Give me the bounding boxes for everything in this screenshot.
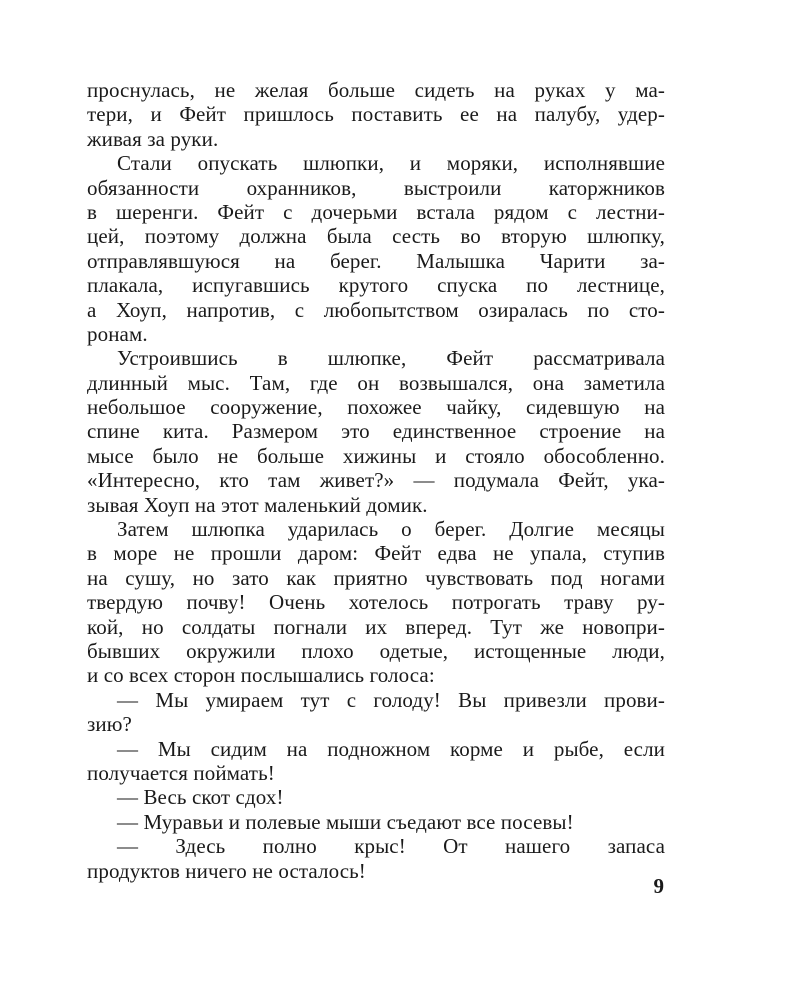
text-line: отправлявшуюся на берег. Малышка Чарити за- [87, 248, 665, 273]
text-line: и со всех сторон послышались голоса: [87, 663, 435, 688]
text-line: зывая Хоуп на этот маленький домик. [87, 492, 428, 517]
text-line: ронам. [87, 321, 148, 346]
text-line: проснулась, не желая больше сидеть на руках у ма- [87, 78, 665, 102]
text-line: цей, поэтому должна была сесть во вторую шлюпку, [87, 224, 665, 249]
paragraph-first-line: Устроившись в шлюпке, Фейт рассматривала [117, 346, 665, 371]
dialogue-line: — Мы сидим на подножном корме и рыбе, если [117, 736, 665, 761]
text-line: бывших окружили плохо одетые, истощенные люди, [87, 638, 665, 663]
text-line: в море не прошли даром: Фейт едва не упала, ступив [87, 541, 665, 566]
body-text [87, 78, 665, 883]
text-line: мысе было не больше хижины и стояло обособленно. [87, 443, 665, 468]
text-line: твердую почву! Очень хотелось потрогать траву ру- [87, 590, 665, 615]
text-line: а Хоуп, напротив, с любопытством озиралась по сто- [87, 297, 665, 322]
text-line: получается поймать! [87, 760, 275, 785]
dialogue-line: — Муравьи и полевые мыши съедают все посевы! [117, 809, 574, 834]
text-line: на сушу, но зато как приятно чувствовать под ногами [87, 565, 665, 590]
dialogue-line: — Весь скот сдох! [117, 785, 284, 810]
text-line: кой, но солдаты погнали их вперед. Тут же новопри- [87, 614, 665, 639]
paragraph-first-line: Затем шлюпка ударилась о берег. Долгие месяцы [117, 517, 665, 542]
text-line: тери, и Фейт пришлось поставить ее на палубу, удер- [87, 102, 665, 127]
text-line: спине кита. Размером это единственное строение на [87, 419, 665, 444]
text-line: зию? [87, 712, 132, 737]
text-line: в шеренги. Фейт с дочерьми встала рядом с лестни- [87, 199, 665, 224]
text-line: длинный мыс. Там, где он возвышался, она заметила [87, 370, 665, 395]
page-number: 9 [653, 874, 664, 898]
text-line: небольшое сооружение, похожее чайку, сидевшую на [87, 395, 665, 420]
text-line: живая за руки. [87, 126, 219, 151]
paragraph-first-line: Стали опускать шлюпки, и моряки, исполнявшие [117, 151, 665, 176]
text-line: обязанности охранников, выстроили каторжников [87, 175, 665, 200]
text-line: продуктов ничего не осталось! [87, 858, 366, 883]
dialogue-line: — Здесь полно крыс! От нашего запаса [117, 834, 665, 859]
text-line: «Интересно, кто там живет?» — подумала Фейт, ука- [87, 468, 665, 493]
text-line: плакала, испугавшись крутого спуска по лестнице, [87, 273, 665, 298]
dialogue-line: — Мы умираем тут с голоду! Вы привезли прови- [117, 687, 665, 712]
